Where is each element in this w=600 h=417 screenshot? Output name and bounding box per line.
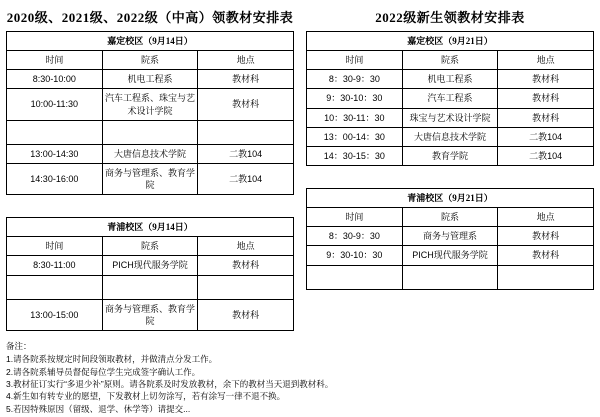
table-row — [307, 227, 594, 246]
campus-header: 青浦校区（9月21日） — [307, 188, 594, 207]
right-qingpu-table — [306, 188, 594, 290]
table-row-blank — [7, 120, 294, 144]
cell-time: 8：30-9：30 — [307, 227, 403, 246]
cell-dept: 汽车工程系、珠宝与艺术设计学院 — [102, 89, 198, 120]
table-row — [7, 256, 294, 275]
cell-time: 13:00-14:30 — [7, 144, 103, 163]
cell-place: 教材科 — [198, 70, 294, 89]
cell-place: 二教104 — [198, 144, 294, 163]
notes-line-5: 5.若因特殊原因（留级、退学、休学等）请提交... — [6, 403, 191, 414]
notes-line-3: 3.教材征订实行“多退少补”原则。请各院系及时发放教材，余下的教材当天退到教材科。 — [6, 379, 334, 390]
cell-time: 8:30-11:00 — [7, 256, 103, 275]
cell-place — [198, 120, 294, 144]
cell-time: 10：30-11：30 — [307, 108, 403, 127]
table-header-row — [7, 51, 294, 70]
table-row — [7, 163, 294, 194]
column-header-time: 时间 — [307, 51, 403, 70]
table-row — [7, 70, 294, 89]
table-row — [307, 246, 594, 265]
cell-place: 教材科 — [198, 89, 294, 120]
column-header-dept: 院系 — [402, 208, 498, 227]
cell-dept: 教育学院 — [402, 146, 498, 165]
table-row — [7, 32, 294, 51]
table-row — [307, 70, 594, 89]
cell-dept: 大唐信息技术学院 — [102, 144, 198, 163]
campus-header: 青浦校区（9月14日） — [7, 218, 294, 237]
cell-place: 教材科 — [498, 246, 594, 265]
cell-place: 二教104 — [498, 127, 594, 146]
cell-time: 14:30-16:00 — [7, 163, 103, 194]
cell-place: 教材科 — [198, 299, 294, 330]
table-row — [307, 146, 594, 165]
column-header-dept: 院系 — [102, 51, 198, 70]
cell-time — [7, 275, 103, 299]
column-header-time: 时间 — [7, 237, 103, 256]
cell-dept: PICH现代服务学院 — [102, 256, 198, 275]
cell-dept: 汽车工程系 — [402, 89, 498, 108]
table-row — [7, 218, 294, 237]
cell-dept: 机电工程系 — [402, 70, 498, 89]
cell-dept: 珠宝与艺术设计学院 — [402, 108, 498, 127]
cell-time: 8:30-10:00 — [7, 70, 103, 89]
table-row — [7, 144, 294, 163]
cell-dept: 商务与管理系、教育学院 — [102, 163, 198, 194]
column-header-place: 地点 — [198, 237, 294, 256]
cell-place: 教材科 — [498, 89, 594, 108]
cell-time: 8：30-9：30 — [307, 70, 403, 89]
cell-dept: 大唐信息技术学院 — [402, 127, 498, 146]
right-jiading-table — [306, 31, 594, 166]
table-row — [307, 108, 594, 127]
cell-time — [307, 265, 403, 289]
cell-time: 9：30-10：30 — [307, 89, 403, 108]
section-spacer — [306, 166, 594, 188]
column-header-dept: 院系 — [402, 51, 498, 70]
cell-time — [7, 120, 103, 144]
cell-place: 二教104 — [198, 163, 294, 194]
table-row — [307, 89, 594, 108]
cell-dept — [402, 265, 498, 289]
cell-dept — [102, 120, 198, 144]
table-row-blank — [307, 265, 594, 289]
column-header-dept: 院系 — [102, 237, 198, 256]
right-column — [306, 4, 594, 290]
cell-dept: 商务与管理系 — [402, 227, 498, 246]
campus-header: 嘉定校区（9月21日） — [307, 32, 594, 51]
cell-place: 教材科 — [498, 227, 594, 246]
cell-dept: PICH现代服务学院 — [402, 246, 498, 265]
cell-time: 9：30-10：30 — [307, 246, 403, 265]
column-header-time: 时间 — [7, 51, 103, 70]
notes-section — [6, 340, 586, 415]
schedule-columns — [6, 4, 594, 331]
cell-dept — [102, 275, 198, 299]
table-row — [307, 188, 594, 207]
table-row-blank — [7, 275, 294, 299]
table-row — [7, 299, 294, 330]
cell-dept: 商务与管理系、教育学院 — [102, 299, 198, 330]
cell-dept: 机电工程系 — [102, 70, 198, 89]
column-header-time: 时间 — [307, 208, 403, 227]
left-column — [6, 4, 294, 331]
cell-place: 二教104 — [498, 146, 594, 165]
campus-header: 嘉定校区（9月14日） — [7, 32, 294, 51]
section-spacer — [6, 195, 294, 217]
table-row — [307, 127, 594, 146]
notes-line-4: 4.新生如有转专业的愿望，下发教材上切勿涂写，若有涂写一律不退不换。 — [6, 391, 286, 402]
right-title: 2022级新生领教材安排表 — [375, 10, 525, 25]
table-header-row — [307, 208, 594, 227]
left-qingpu-table — [6, 217, 294, 331]
left-jiading-table — [6, 31, 294, 195]
cell-place: 教材科 — [198, 256, 294, 275]
column-header-place: 地点 — [198, 51, 294, 70]
cell-place — [198, 275, 294, 299]
notes-line-2: 2.请各院系辅导员督促每位学生完成签字确认工作。 — [6, 366, 201, 377]
cell-place — [498, 265, 594, 289]
cell-place: 教材科 — [498, 70, 594, 89]
notes-title: 备注： — [6, 341, 32, 352]
table-row — [307, 32, 594, 51]
cell-time: 10:00-11:30 — [7, 89, 103, 120]
table-header-row — [7, 237, 294, 256]
cell-time: 13:00-15:00 — [7, 299, 103, 330]
cell-place: 教材科 — [498, 108, 594, 127]
table-row — [7, 89, 294, 120]
column-header-place: 地点 — [498, 51, 594, 70]
cell-time: 14：30-15：30 — [307, 146, 403, 165]
notes-line-1: 1.请各院系按规定时间段领取教材，并做清点分发工作。 — [6, 354, 218, 365]
column-header-place: 地点 — [498, 208, 594, 227]
table-header-row — [307, 51, 594, 70]
cell-time: 13：00-14：30 — [307, 127, 403, 146]
left-title: 2020级、2021级、2022级（中高）领教材安排表 — [6, 10, 294, 25]
